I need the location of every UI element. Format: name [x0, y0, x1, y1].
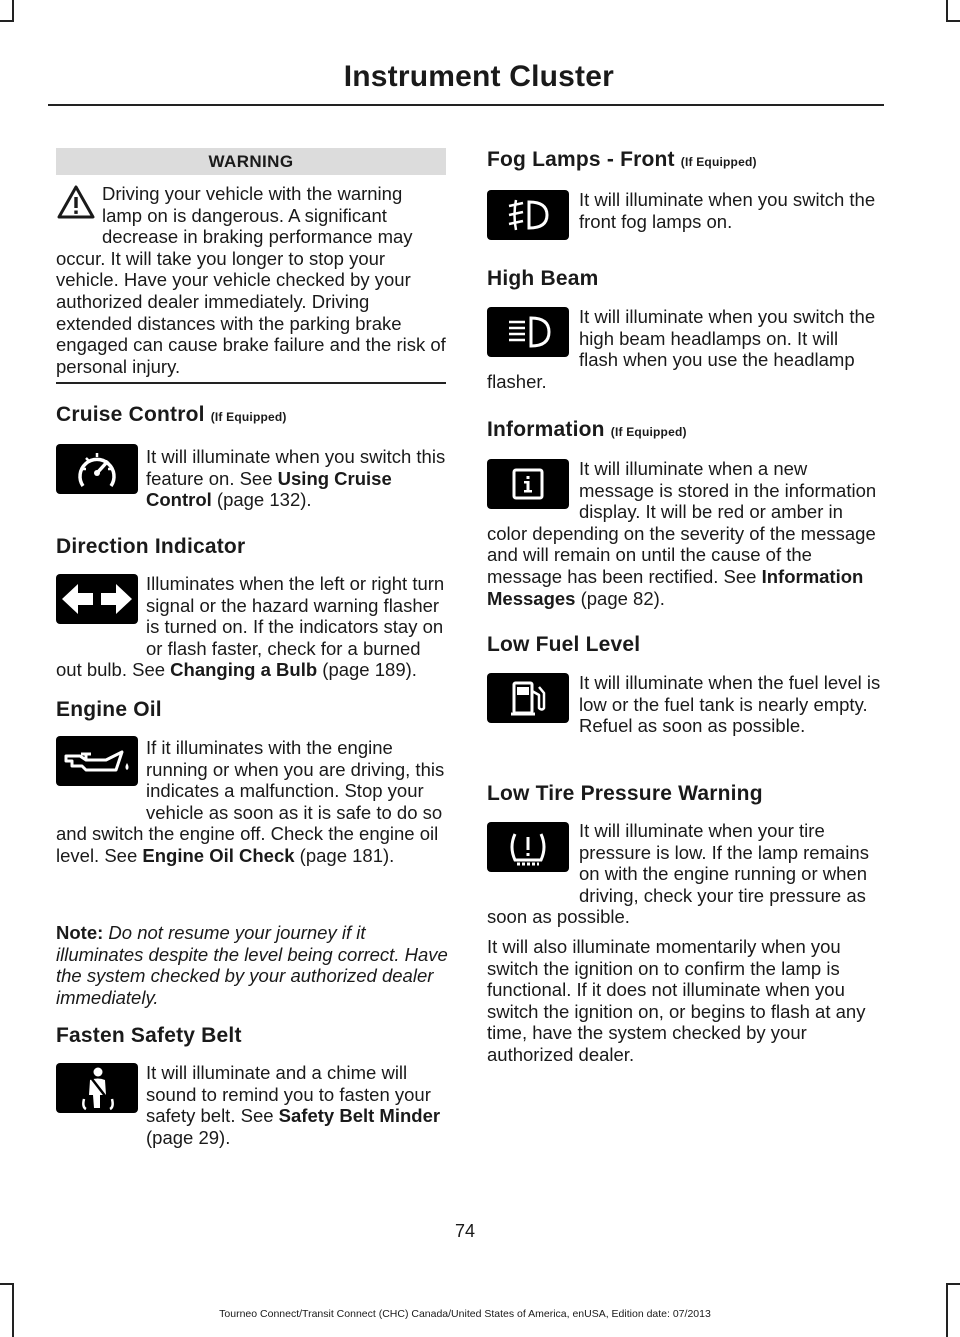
crop-mark — [946, 1283, 948, 1337]
page-number: 74 — [454, 1221, 476, 1241]
section-title-tire: Low Tire Pressure Warning — [487, 782, 763, 805]
page-title: Instrument Cluster — [343, 60, 614, 93]
section-title-fog: Fog Lamps - Front (If Equipped) — [487, 148, 757, 171]
crop-mark — [12, 0, 14, 22]
cruise-link[interactable]: Using Cruise Control — [146, 467, 392, 511]
warning-triangle-icon — [56, 183, 102, 231]
direction-text: Illuminates when the left or right turn signal or the hazard warning flasher is turned on. If the indicators stay on or flash faster, check for a burned out bulb. See Changing a Bulb (page 189). — [56, 573, 445, 681]
information-messages-link[interactable]: Information Messages — [487, 565, 864, 609]
oil-note: Note: Do not resume your journey if it illuminates despite the level being correct. Have the system checked by your authorized dealer immediately. — [56, 922, 448, 1008]
high-beam-text: It will illuminate when you switch the high beam headlamps on. It will flash when you use the headlamp flasher. — [487, 306, 876, 392]
fuel-text: It will illuminate when the fuel level is low or the fuel tank is nearly empty. Refuel as soon as possible. — [579, 672, 881, 737]
section-title-high-beam: High Beam — [487, 267, 599, 290]
crop-mark — [946, 1283, 960, 1285]
section-title-information: Information (If Equipped) — [487, 418, 687, 441]
divider — [56, 382, 446, 384]
tire-text-2: It will also illuminate momentarily when you switch the ignition on to confirm the lamp is functional. If it does not illuminate when you switch the ignition on, or begins to flash at any time, have the system checked by your authorized dealer. — [487, 936, 866, 1065]
footer-text: Tourneo Connect/Transit Connect (CHC) Canada/United States of America, enUSA, Edition date: 07/2013 — [219, 1308, 711, 1320]
section-title-cruise: Cruise Control (If Equipped) — [56, 403, 287, 426]
oil-text: If it illuminates with the engine running or when you are driving, this indicates a malfunction. Stop your vehicle as soon as it is safe to do so and switch the engine off. Check the engine oil level. See Engine Oil Check (page 181). — [56, 737, 445, 866]
warning-body: Driving your vehicle with the warning lamp on is dangerous. A significant decrease in braking performance may occur. It will take you longer to stop your vehicle. Have your vehicle checked by your authorized dealer immediately. Driving extended distances with the parking brake engaged can cause brake failure and the risk of personal injury. — [56, 183, 446, 377]
cruise-text: It will illuminate when you switch this feature on. See Using Cruise Control (page 132). — [146, 446, 446, 511]
crop-mark — [946, 0, 948, 22]
crop-mark — [0, 20, 14, 22]
warning-label: WARNING — [56, 148, 446, 175]
safety-belt-minder-link[interactable]: Safety Belt Minder — [278, 1105, 441, 1127]
fog-lamp-icon — [487, 190, 569, 240]
information-text: It will illuminate when a new message is stored in the information display. It will be red or amber in color depending on the severity of the message and will remain on until the cause of the message has been rectified. See Information Messages (page 82). — [487, 458, 877, 609]
cruise-control-icon — [56, 444, 138, 494]
belt-text: It will illuminate and a chime will sound to remind you to fasten your safety belt. See Safety Belt Minder (page 29). — [146, 1062, 441, 1148]
crop-mark — [946, 20, 960, 22]
fog-text: It will illuminate when you switch the front fog lamps on. — [579, 189, 876, 232]
section-title-direction: Direction Indicator — [56, 535, 246, 558]
changing-bulb-link[interactable]: Changing a Bulb — [170, 659, 318, 681]
section-title-fuel: Low Fuel Level — [487, 633, 641, 656]
crop-mark — [0, 1283, 14, 1285]
header-rule — [48, 104, 884, 106]
section-title-belt: Fasten Safety Belt — [56, 1024, 242, 1047]
engine-oil-check-link[interactable]: Engine Oil Check — [142, 844, 295, 866]
section-title-oil: Engine Oil — [56, 698, 162, 721]
tire-text: It will illuminate when your tire pressure is low. If the lamp remains on with the engine running or when driving, check your tire pressure as soon as possible. — [487, 820, 869, 928]
warning-text — [56, 183, 446, 377]
